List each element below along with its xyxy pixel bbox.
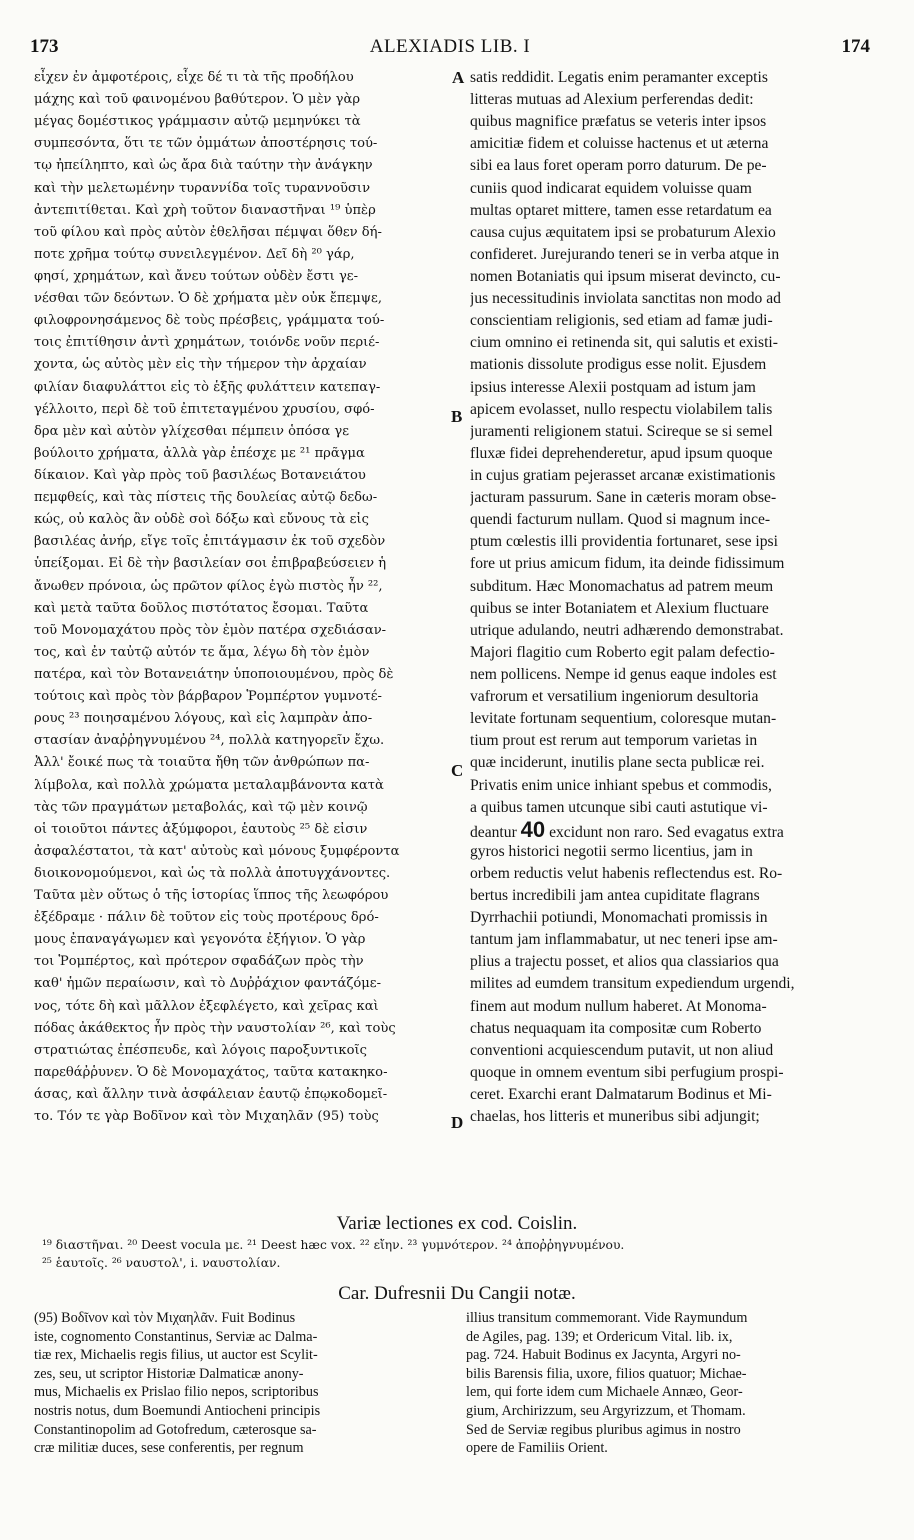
greek-line: φιλοφρονησάμενος δὲ τοὺς πρέσβεις, γράμματα τού-: [34, 313, 385, 329]
latin-line: amicitiæ fidem et coluisse hactenus et ut æterna: [470, 135, 769, 153]
greek-line: τος, καὶ ἐν ταὐτῷ αὐτόν τε ἅμα, λέγω δὴ τὸν ἐμὸν: [34, 644, 370, 660]
latin-line: levitate fortunam sequentium, coloresque mutan-: [470, 710, 777, 728]
latin-line: a quibus tamen utcunque sibi cauti astutique vi-: [470, 798, 768, 816]
greek-line: γέλλοιτο, περὶ δὲ τοῦ ἐπιτεταγμένου χρυσίου, σφό-: [34, 401, 375, 417]
greek-line: νέσθαι τῶν δεόντων. Ὁ δὲ χρήματα μὲν οὐκ ἔπεμψε,: [34, 291, 383, 307]
greek-line: εἶχεν ἐν ἀμφοτέροις, εἶχε δέ τι τὰ τῆς προδήλου: [34, 70, 354, 85]
note-line: opere de Familiis Orient.: [466, 1440, 608, 1457]
latin-line: nem pollicens. Nempe id genus eaque indoles est: [470, 665, 777, 683]
variae-lectiones-title: Variæ lectiones ex cod. Coislin.: [336, 1213, 578, 1234]
note-line: lem, qui forte idem cum Michaele Annæo, Geor-: [466, 1384, 743, 1401]
latin-line: nomen Botaniatis qui ipsum miserat devincto, cu-: [470, 267, 781, 285]
latin-line: tantum jam inflammabatur, ut nec teneri ipse am-: [470, 931, 778, 949]
note-line: zes, seu, ut scriptor Historiæ Dalmaticæ anony-: [34, 1365, 304, 1382]
latin-line: finem aut modum nullum haberet. At Monoma-: [470, 997, 767, 1015]
latin-line: multas optaret mittere, tamen esse retardatum ea: [470, 201, 772, 219]
latin-line: chaelas, hos litteris et muneribus sibi adjungit;: [470, 1108, 760, 1126]
latin-text-column: [470, 67, 878, 1128]
latin-line: ipsius interesse Alexii postquam ad istum jam: [470, 378, 756, 396]
greek-line: μους ἐπαναγάγωμεν καὶ γεγονότα ἐξήγιον. Ὁ γὰρ: [34, 932, 366, 948]
latin-line: Majori flagitio cum Roberto egit palam defectio-: [470, 643, 775, 661]
greek-line: φησί, χρημάτων, καὶ ἄνευ τούτων οὐδὲν ἔστι γε-: [34, 268, 359, 284]
latin-line: orbem reductis velut habenis reflectendus est. Ro-: [470, 864, 783, 882]
variae-line-2: ²⁵ ἑαυτοῖς. ²⁶ ναυστολ', i. ναυστολίαν.: [42, 1256, 281, 1270]
greek-line: ἀντεπιτίθεται. Καὶ χρὴ τοῦτον διαναστῆναι ¹⁹ ὑπὲρ: [34, 202, 376, 218]
latin-line: fluxæ fidei deprehenderetur, apud ipsum quoque: [470, 444, 773, 462]
greek-line: τῳ ἠπείληπτο, καὶ ὡς ἄρα διὰ ταύτην τὴν ἀνάγκην: [34, 158, 373, 174]
greek-line: μάχης καὶ τοῦ φαινομένου βαθύτερον. Ὁ μὲν γὰρ: [34, 92, 361, 108]
note-line: cræ militiæ duces, sese conferentis, per regnum: [34, 1440, 304, 1457]
latin-line: satis reddidit. Legatis enim peramanter exceptis: [470, 69, 768, 86]
latin-line: subditum. Hæc Monomachatus ad patrem meum: [470, 577, 774, 595]
greek-line: ἄνωθεν πρόνοια, ὡς πρῶτον φίλος ἐγὼ πιστὸς ἦν ²²,: [34, 578, 383, 594]
greek-line: διοικονομούμενοι, καὶ ὡς τὰ πολλὰ ἀποτυγχάνοντες.: [34, 865, 391, 881]
greek-line: τοῦ Μονομαχάτου πρὸς τὸν ἐμὸν πατέρα σχεδιάσαν-: [34, 622, 387, 638]
latin-line: conventioni acquiescendum putavit, ut non aliud: [470, 1041, 774, 1059]
note-line: gium, Archirizzum, seu Argyrizzum, et Thomam.: [466, 1402, 746, 1419]
greek-line: ρους ²³ ποιησαμένου λόγους, καὶ εἰς λαμπρὰν ἀπο-: [34, 711, 373, 727]
right-page-number: 174: [841, 36, 870, 57]
latin-line: quibus magnifice præfatus se veteris inter ipsos: [470, 113, 767, 131]
latin-line: fore ut prius amicum fidum, ita deinde fidissimum: [470, 555, 785, 573]
greek-line: τούτοις καὶ πρὸς τὸν βάρβαρον Ῥομπέρτον γυμνοτέ-: [34, 689, 382, 705]
edition-section-number: 40: [520, 818, 546, 841]
note-line: Constantinopolim ad Gotofredum, cæterosque sa-: [34, 1421, 317, 1438]
latin-line: quoque in omnem eventum sibi perfugium prospi-: [470, 1063, 784, 1081]
running-header: [30, 36, 870, 66]
latin-line: plius a trajectu posset, et alios qua classiarios qua: [470, 953, 779, 971]
latin-line: tium prout est rerum aut temporum varietas in: [470, 732, 758, 750]
variae-line-1: ¹⁹ διαστῆναι. ²⁰ Deest vocula με. ²¹ Deest hæc vox. ²² εἴην. ²³ γυμνότερον. ²⁴ ἀποῤῥηγνυμένου.: [42, 1238, 625, 1252]
latin-line: causa cujus æquitatem ipsi se probaturum Alexio: [470, 223, 776, 241]
note-line: de Agiles, pag. 139; et Ordericum Vital. lib. ix,: [466, 1328, 733, 1345]
latin-line: apicem evolasset, nullo respectu violabilem talis: [470, 400, 773, 418]
greek-line: άσας, καὶ ἄλλην τινὰ ἀσφάλειαν ἑαυτῷ ἐπῳκοδομεῖ-: [34, 1087, 388, 1103]
latin-line: quæ inciderunt, inutilis plane secta publicæ rei.: [470, 754, 765, 772]
greek-line: βούλοιτο χρήματα, ἀλλὰ γὰρ ἐπέσχε με ²¹ πρᾶγμα: [34, 445, 365, 461]
greek-line: τὰς τῶν πραγμάτων μεταβολάς, καὶ τῷ μὲν κοινῷ: [34, 799, 368, 815]
note-line: tiæ rex, Michaelis regis filius, ut auctor est Scylit-: [34, 1347, 318, 1364]
greek-line: τοις ἐπιτίθησιν ἀντὶ χρημάτων, τοιόνδε νοῦν περιέ-: [34, 335, 380, 351]
latin-line: sibi ea laus foret operam porro daturum. De pe-: [470, 157, 767, 175]
greek-line: τοι Ῥομπέρτος, καὶ πρότερον σφαδάζων πρὸς τὴν: [34, 954, 364, 970]
note-line: bilis Barensis filia, uxore, filios quatuor; Michae-: [466, 1365, 747, 1382]
greek-line: καὶ μετὰ ταῦτα δοῦλος πιστότατος ἔσομαι. Ταῦτα: [34, 600, 369, 616]
latin-line-text: excidunt non raro. Sed evagatus extra: [549, 823, 784, 841]
greek-line: πατέρα, καὶ τὸν Βοτανειάτην ὑποποιουμένου, πρὸς δὲ: [34, 666, 394, 682]
latin-line: confideret. Jurejurando teneri se in verba atque in: [470, 245, 780, 263]
greek-line: το. Τόν τε γὰρ Βοδῖνον καὶ τὸν Μιχαηλᾶν (95) τοὺς: [34, 1109, 379, 1125]
greek-line: ὑπείξομαι. Εἰ δὲ τὴν βασιλείαν σοι ἐπιβραβεύσειεν ἡ: [34, 556, 387, 572]
running-title: ALEXIADIS LIB. I: [369, 36, 531, 57]
greek-line: πόδας ἀκάθεκτος ἦν πρὸς τὴν ναυστολίαν ²⁶, καὶ τοὺς: [34, 1020, 396, 1036]
greek-line: μέγας δομέστικος γράμμασιν αὐτῷ μεμηνύκει τὰ: [34, 114, 361, 130]
left-page-number: 173: [30, 36, 59, 57]
latin-line: gyros historici negotii sermo licentius, jam in: [470, 842, 753, 860]
note-line: illius transitum commemorant. Vide Raymundum: [466, 1310, 748, 1326]
latin-line: milites ad eumdem transitum expediendum urgendi,: [470, 975, 795, 993]
latin-line: quibus se inter Botaniatem et Alexium fluctuare: [470, 599, 769, 617]
latin-line: jus necessitudinis inviolata sanctitas non modo ad: [470, 290, 781, 308]
greek-line: οἱ τοιοῦτοι πάντες ἀξύμφοροι, ἑαυτοὺς ²⁵ δὲ εἰσιν: [34, 821, 368, 837]
latin-line: quendi facturum nullam. Quod si magnum ince-: [470, 511, 771, 529]
latin-line: in cujus gratiam pejerasset arcanæ existimationis: [470, 466, 776, 484]
margin-letter-c: C: [451, 761, 464, 780]
latin-line: cuniis quod indicarat equidem voluisse quam: [470, 179, 752, 197]
note-line: iste, cognomento Constantinus, Serviæ ac Dalma-: [34, 1328, 318, 1345]
note-line: (95) Βοδῖνον καὶ τὸν Μιχαηλᾶν. Fuit Bodinus: [34, 1310, 296, 1326]
greek-line: ἀσφαλέστατοι, τὰ κατ' αὐτοὺς καὶ μόνους ξυμφέροντα: [34, 843, 400, 859]
margin-letter-b: B: [451, 407, 463, 426]
latin-line: chatus nequaquam ita compositæ cum Roberto: [470, 1019, 762, 1037]
notae-right-column: [466, 1309, 880, 1458]
greek-line: τοῦ φίλου καὶ πρὸς αὐτὸν ἐθελῆσαι πέμψαι ὅθεν δή-: [34, 224, 382, 240]
greek-line: παρεθάῤῥυνεν. Ὁ δὲ Μονομαχάτος, ταῦτα κατακηκο-: [34, 1064, 388, 1080]
latin-line: conscientiam religionis, sed etiam ad famæ judi-: [470, 312, 773, 330]
latin-line: litteras mutuas ad Alexium perferendas dedit:: [470, 91, 754, 109]
note-line: nostris notus, dum Boemundi Antiocheni principis: [34, 1402, 321, 1419]
margin-letter-a: A: [452, 68, 465, 87]
latin-line: [470, 819, 878, 841]
note-line: Sed de Serviæ regibus pluribus agimus in nostro: [466, 1421, 741, 1438]
note-line: pag. 724. Habuit Bodinus ex Jacynta, Argyri no-: [466, 1347, 741, 1364]
greek-line: καθ' ἡμῶν περαίωσιν, καὶ τὸ Δυῤῥάχιον φαντάζόμε-: [34, 976, 382, 992]
latin-line: bertus incredibili jam antea cupiditate flagrans: [470, 887, 760, 905]
latin-line: vafrorum et versatilium ingeniorum desultoria: [470, 688, 759, 706]
notae-title: Car. Dufresnii Du Cangii notæ.: [338, 1283, 576, 1304]
greek-line: στρατιώτας ἐπέσπευδε, καὶ λόγοις παροξυντικοῖς: [34, 1042, 367, 1058]
latin-line: mationis dissolute prodigus esse nolit. Ejusdem: [470, 356, 767, 374]
greek-line: λίμβολα, καὶ πολλὰ χρώματα μεταλαμβάνοντα κατὰ: [34, 777, 384, 793]
greek-line: χοντα, ὡς αὐτὸς μὲν εἰς τὴν τήμερον τὴν ἀρχαίαν: [34, 357, 367, 373]
latin-line: ptum cœlestis illi providentia fortunaret, sese ipsi: [470, 533, 778, 551]
greek-line: ἐξέδραμε · πάλιν δὲ τοῦτον εἰς τοὺς προτέρους δρό-: [34, 910, 379, 926]
greek-text-column: [34, 67, 452, 1128]
greek-line: βασιλέας ἀνήρ, εἴγε τοῖς ἐπιτάγμασιν ἐκ τοῦ σχεδὸν: [34, 534, 386, 550]
latin-line: utrique adulando, neutri adhærendo demonstrabat.: [470, 621, 784, 639]
latin-line: Dyrrhachii potiundi, Monomachati promissis in: [470, 909, 768, 927]
latin-line: ceret. Exarchi erant Dalmatarum Bodinus et Mi-: [470, 1086, 772, 1104]
greek-line: Ἀλλ' ἔοικέ πως τὰ τοιαῦτα ἤθη τῶν ἀνθρώπων πα-: [34, 755, 370, 771]
greek-line: κώς, οὐ καλὸς ἂν οὐδὲ σοὶ δόξω καὶ εὔνους τὰ εἰς: [34, 512, 369, 528]
greek-line: στασίαν ἀναῤῥηγνυμένου ²⁴, πολλὰ κατηγορεῖν ἔχω.: [34, 733, 385, 749]
greek-line: νος, τότε δὴ καὶ μᾶλλον ἐξεφλέγετο, καὶ χεῖρας καὶ: [34, 998, 379, 1014]
greek-line: φιλίαν διαφυλάττοι εἰς τὸ ἑξῆς φυλάττειν κατεπαγ-: [34, 379, 381, 395]
latin-line: juramenti religionem statui. Scireque se si semel: [470, 422, 773, 440]
margin-letter-d: D: [451, 1113, 464, 1132]
greek-line: πεμφθείς, καὶ τὰς πίστεις τῆς δουλείας αὐτῷ δεδω-: [34, 490, 378, 506]
greek-line: δρα μὲν καὶ αὐτὸν γλίχεσθαι πέμπειν ὁπόσα γε: [34, 423, 350, 439]
latin-line: Privatis enim unice inhiant spebus et commodis,: [470, 776, 772, 794]
latin-line: jacturam passurum. Sane in cæteris moram obse-: [470, 489, 777, 507]
latin-line: cium omnino ei retinenda sit, qui salutis et existi-: [470, 334, 778, 352]
greek-line: καὶ τὴν μελετωμένην τυραννίδα τοῖς τυραννοῦσιν: [34, 180, 371, 196]
notae-left-column: [34, 1309, 452, 1458]
greek-line: Ταῦτα μὲν οὕτως ὁ τῆς ἱστορίας ἵππος τῆς λεωφόρου: [34, 888, 389, 904]
greek-line: δίκαιον. Καὶ γὰρ πρὸς τοῦ βασιλέως Βοτανειάτου: [34, 467, 366, 483]
greek-line: ποτε χρῆμα τούτῳ συνειλεγμένον. Δεῖ δὴ ²⁰ γάρ,: [34, 246, 355, 262]
latin-line-text: deantur: [470, 823, 517, 841]
note-line: mus, Michaelis ex Prislao filio nepos, scriptoribus: [34, 1384, 319, 1401]
greek-line: συμπεσόντα, ὅτι τε τῶν ὀμμάτων ἀποστέρησις τού-: [34, 136, 378, 152]
